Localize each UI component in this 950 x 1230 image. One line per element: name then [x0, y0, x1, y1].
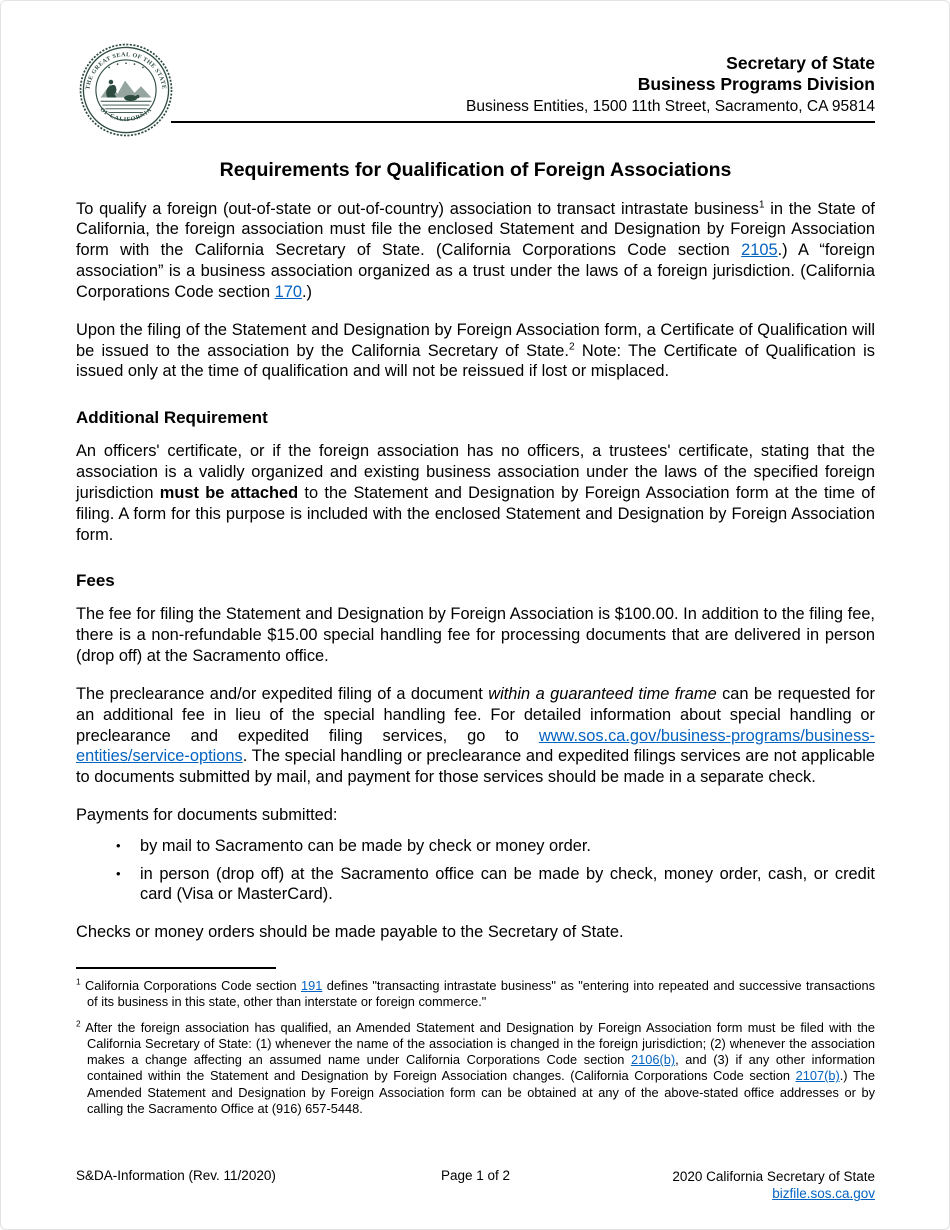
- intro-paragraph-1: [76, 199, 875, 303]
- text-run: An officers' certificate, or if the foreign association has no officers, a trustees' certificate, stating that the association is a validly organized and existing business association under the laws of the specified foreign jurisdiction: [76, 442, 875, 502]
- seal-stars: [108, 62, 144, 68]
- footer-right-block: [593, 1168, 875, 1203]
- fees-paragraph-1: The fee for filing the Statement and Designation by Foreign Association is $100.00. In addition to the filing fee, there is a non-refundable $15.00 special handling fee for processing documents that are delivered in person (drop off) at the Sacramento office.: [76, 605, 875, 666]
- footer-row: [76, 1168, 875, 1203]
- text-run: After the foreign association has qualified, an Amended Statement and Designation by Foreign Association form must be filed with the California Secretary of State: (1) whenever the name of the association is changed in the foreign jurisdiction; (2) whenever the association makes a change affecting an assumed name under California Corporations Code section: [80, 1019, 875, 1068]
- footer-page-number: Page 1 of 2: [440, 1167, 511, 1183]
- header-org-line2: Business Programs Division: [637, 74, 875, 95]
- footnote-2: [76, 1020, 875, 1118]
- seal-bottom-text: OF CALIFORNIA: [98, 106, 154, 124]
- text-run: Note: The Certificate of Qualification is issued only at the time of qualification and will not be reissued if lost or misplaced.: [76, 341, 875, 381]
- footnote-separator: [76, 967, 276, 969]
- footnote-ref-2: 2: [568, 341, 575, 353]
- text-run: , and (3) if any other information contained within the Statement and Designation by Foreign Association changes. (California Corporations Code section: [87, 1052, 875, 1084]
- text-run: To qualify a foreign (out-of-state or out-of-country) association to transact intrastate business: [76, 199, 759, 218]
- text-run: California Corporations Code section: [80, 978, 301, 994]
- text-run: defines "transacting intrastate business" as "entering into repeated and successive transactions of its business in this state, other than interstate or foreign commerce.": [87, 978, 875, 1010]
- list-item-mail: • by mail to Sacramento can be made by check or money order.: [140, 836, 875, 857]
- footnote-1: [76, 978, 875, 1011]
- california-state-seal-icon: [79, 41, 173, 139]
- section-heading-additional-requirement: Additional Requirement: [76, 408, 268, 428]
- italic-run: within a guaranteed time frame: [488, 684, 717, 703]
- text-run: .): [301, 282, 312, 301]
- text-run: to the Statement and Designation by Foreign Association form at the time of filing. A form for this purpose is included with the enclosed Statement and Designation by Foreign Association form.: [76, 483, 875, 544]
- section-heading-fees: Fees: [76, 571, 115, 591]
- link-corp-code-191[interactable]: 191: [300, 978, 323, 994]
- intro-paragraph-2: [76, 320, 875, 382]
- payments-intro: Payments for documents submitted:: [76, 805, 338, 824]
- footer-copyright: 2020 California Secretary of State: [672, 1168, 875, 1184]
- additional-requirement-paragraph: [76, 441, 875, 545]
- link-corp-code-2105[interactable]: 2105: [741, 241, 778, 260]
- header-org-line1: Secretary of State: [726, 53, 875, 73]
- page-footer: [76, 1168, 875, 1203]
- text-run: . The special handling or preclearance and expedited filings services are not applicable to documents submitted by mail, and payment for those services should be made in a separate check.: [76, 747, 875, 787]
- link-corp-code-2106b[interactable]: 2106(b): [630, 1052, 676, 1068]
- footnotes-block: [76, 978, 875, 1117]
- text-run: in the State of California, the foreign association must file the enclosed Statement and Designation by Foreign Association form with the California Secretary of State. (California Corporations Code section: [76, 199, 875, 260]
- header-text-block: [76, 41, 875, 117]
- header-divider: [171, 121, 875, 123]
- page-title: Requirements for Qualification of Foreign Associations: [219, 158, 732, 181]
- fees-paragraph-2: [76, 684, 875, 788]
- link-bizfile[interactable]: bizfile.sos.ca.gov: [772, 1186, 875, 1202]
- text-run: The preclearance and/or expedited filing of a document: [76, 684, 489, 703]
- link-corp-code-170[interactable]: 170: [274, 282, 302, 301]
- text-run: can be requested for an additional fee in lieu of the special handling fee. For detailed information about special handling or preclearance and expedited filing services, go to: [76, 684, 876, 745]
- payment-options-list: [76, 836, 875, 905]
- seal-graphic: [79, 41, 173, 139]
- link-service-options[interactable]: www.sos.ca.gov/business-programs/business-entities/service-options: [76, 726, 875, 766]
- footnote-ref-1: 1: [758, 199, 765, 211]
- footnote-2-marker: 2: [76, 1018, 81, 1029]
- bold-run: must be attached: [159, 483, 299, 502]
- seal-top-text: THE GREAT SEAL OF THE STATE: [85, 52, 167, 90]
- header-address: Business Entities, 1500 11th Street, Sacramento, CA 95814: [466, 97, 875, 115]
- svg-text:OF CALIFORNIA: [99, 107, 154, 123]
- text-run: .) A “foreign association” is a business association organized as a trust under the laws of a foreign jurisdiction. (California Corporations Code section: [76, 241, 875, 301]
- footnote-1-marker: 1: [76, 976, 81, 987]
- seal-scene: [101, 80, 152, 113]
- document-header: [76, 41, 875, 124]
- footer-doc-id: S&DA-Information (Rev. 11/2020): [76, 1167, 276, 1183]
- document-page: [1, 1, 949, 1117]
- checks-payable-paragraph: Checks or money orders should be made payable to the Secretary of State.: [76, 923, 624, 942]
- link-corp-code-2107b[interactable]: 2107(b): [795, 1068, 840, 1084]
- list-item-in-person: • in person (drop off) at the Sacramento office can be made by check, money order, cash, or credit card (Visa or MasterCard).: [140, 864, 875, 906]
- text-run: .) The Amended Statement and Designation by Foreign Association form can be obtained at any of the above-stated office addresses or by calling the Sacramento Office at (916) 657-5448.: [87, 1068, 876, 1116]
- text-run: Upon the filing of the Statement and Designation by Foreign Association form, a Certificate of Qualification will be issued to the association by the California Secretary of State.: [76, 320, 875, 360]
